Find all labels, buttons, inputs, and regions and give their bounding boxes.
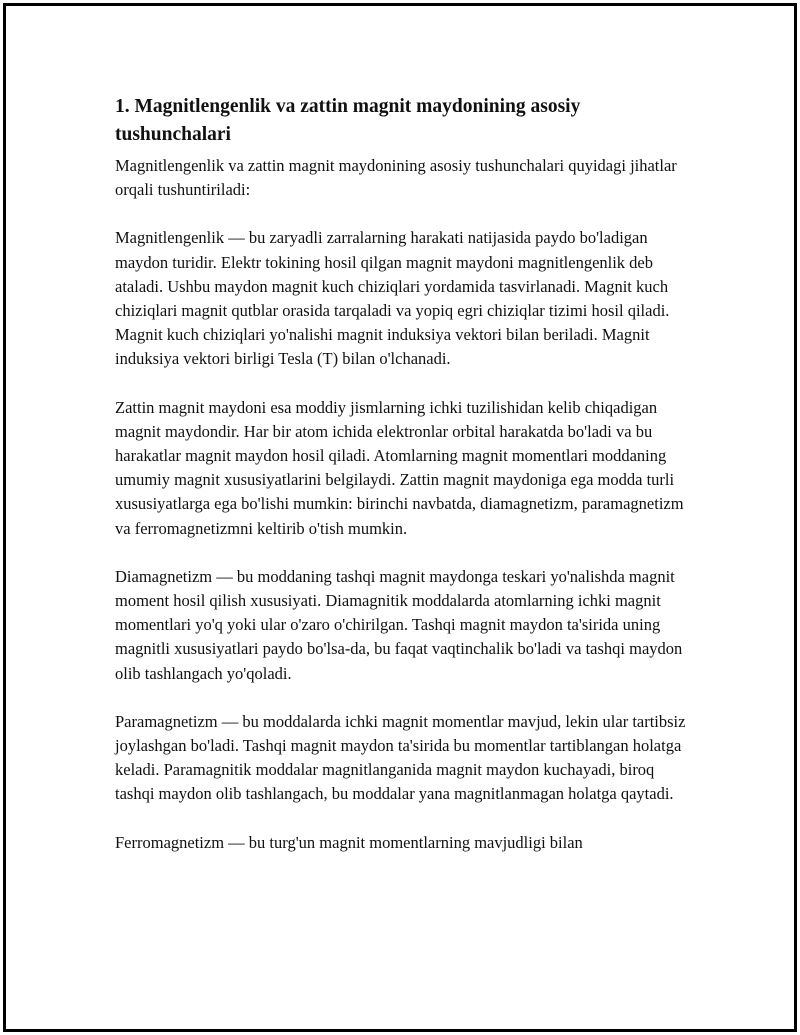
paragraph-zattin-magnit-maydoni: Zattin magnit maydoni esa moddiy jismlarning ichki tuzilishidan kelib chiqadigan magnit maydondir. Har bir atom ichida elektronlar orbital harakatda bo'ladi va bu harakatlar magnit maydon hosil qiladi. Atomlarning magnit momentlari moddaning umumiy magnit xususiyatlarini belgilaydi. Zattin magnit maydoniga ega modda turli xususiyatlarga ega bo'lishi mumkin: birinchi navbatda, diamagnetizm, paramagnetizm va ferromagnetizmni keltirib o'tish mumkin. [115,397,684,538]
section-heading: 1. Magnitlengenlik va zattin magnit maydonining asosiy tushunchalari [115,96,581,145]
paragraph-paramagnetizm: Paramagnetizm — bu moddalarda ichki magnit momentlar mavjud, lekin ular tartibsiz joylashgan bo'ladi. Tashqi magnit maydon ta'sirida bu momentlar tartiblangan holatga keladi. Paramagnitik moddalar magnitlanganida magnit maydon kuchayadi, biroq tashqi maydon olib tashlangach, bu moddalar yana magnitlanmagan holatga qaytadi. [115,711,686,804]
document-body [115,93,690,855]
paragraph-intro: Magnitlengenlik va zattin magnit maydonining asosiy tushunchalari quyidagi jihatlar orqali tushuntiriladi: [115,156,677,200]
paragraph-magnitlengenlik: Magnitlengenlik — bu zaryadli zarralarning harakati natijasida paydo bo'ladigan maydon turidir. Elektr tokining hosil qilgan magnit maydoni magnitlengenlik deb ataladi. Ushbu maydon magnit kuch chiziqlari yordamida tasvirlanadi. Magnit kuch chiziqlari magnit qutblar orasida tarqaladi va yopiq egri chiziqlar tizimi hosil qiladi. Magnit kuch chiziqlari yo'nalishi magnit induksiya vektori bilan beriladi. Magnit induksiya vektori birligi Tesla (T) bilan o'lchanadi. [115,228,670,369]
paragraph-ferromagnetizm: Ferromagnetizm — bu turg'un magnit momentlarning mavjudligi bilan [115,832,583,852]
paragraph-diamagnetizm: Diamagnetizm — bu moddaning tashqi magnit maydonga teskari yo'nalishda magnit moment hosil qilish xususiyati. Diamagnitik moddalarda atomlarning ichki magnit momentlari yo'q yoki ular o'zaro o'chirilgan. Tashqi magnit maydon ta'sirida uning magnitli xususiyatlari paydo bo'lsa-da, bu faqat vaqtinchalik bo'ladi va tashqi maydon olib tashlangach yo'qoladi. [115,566,683,683]
